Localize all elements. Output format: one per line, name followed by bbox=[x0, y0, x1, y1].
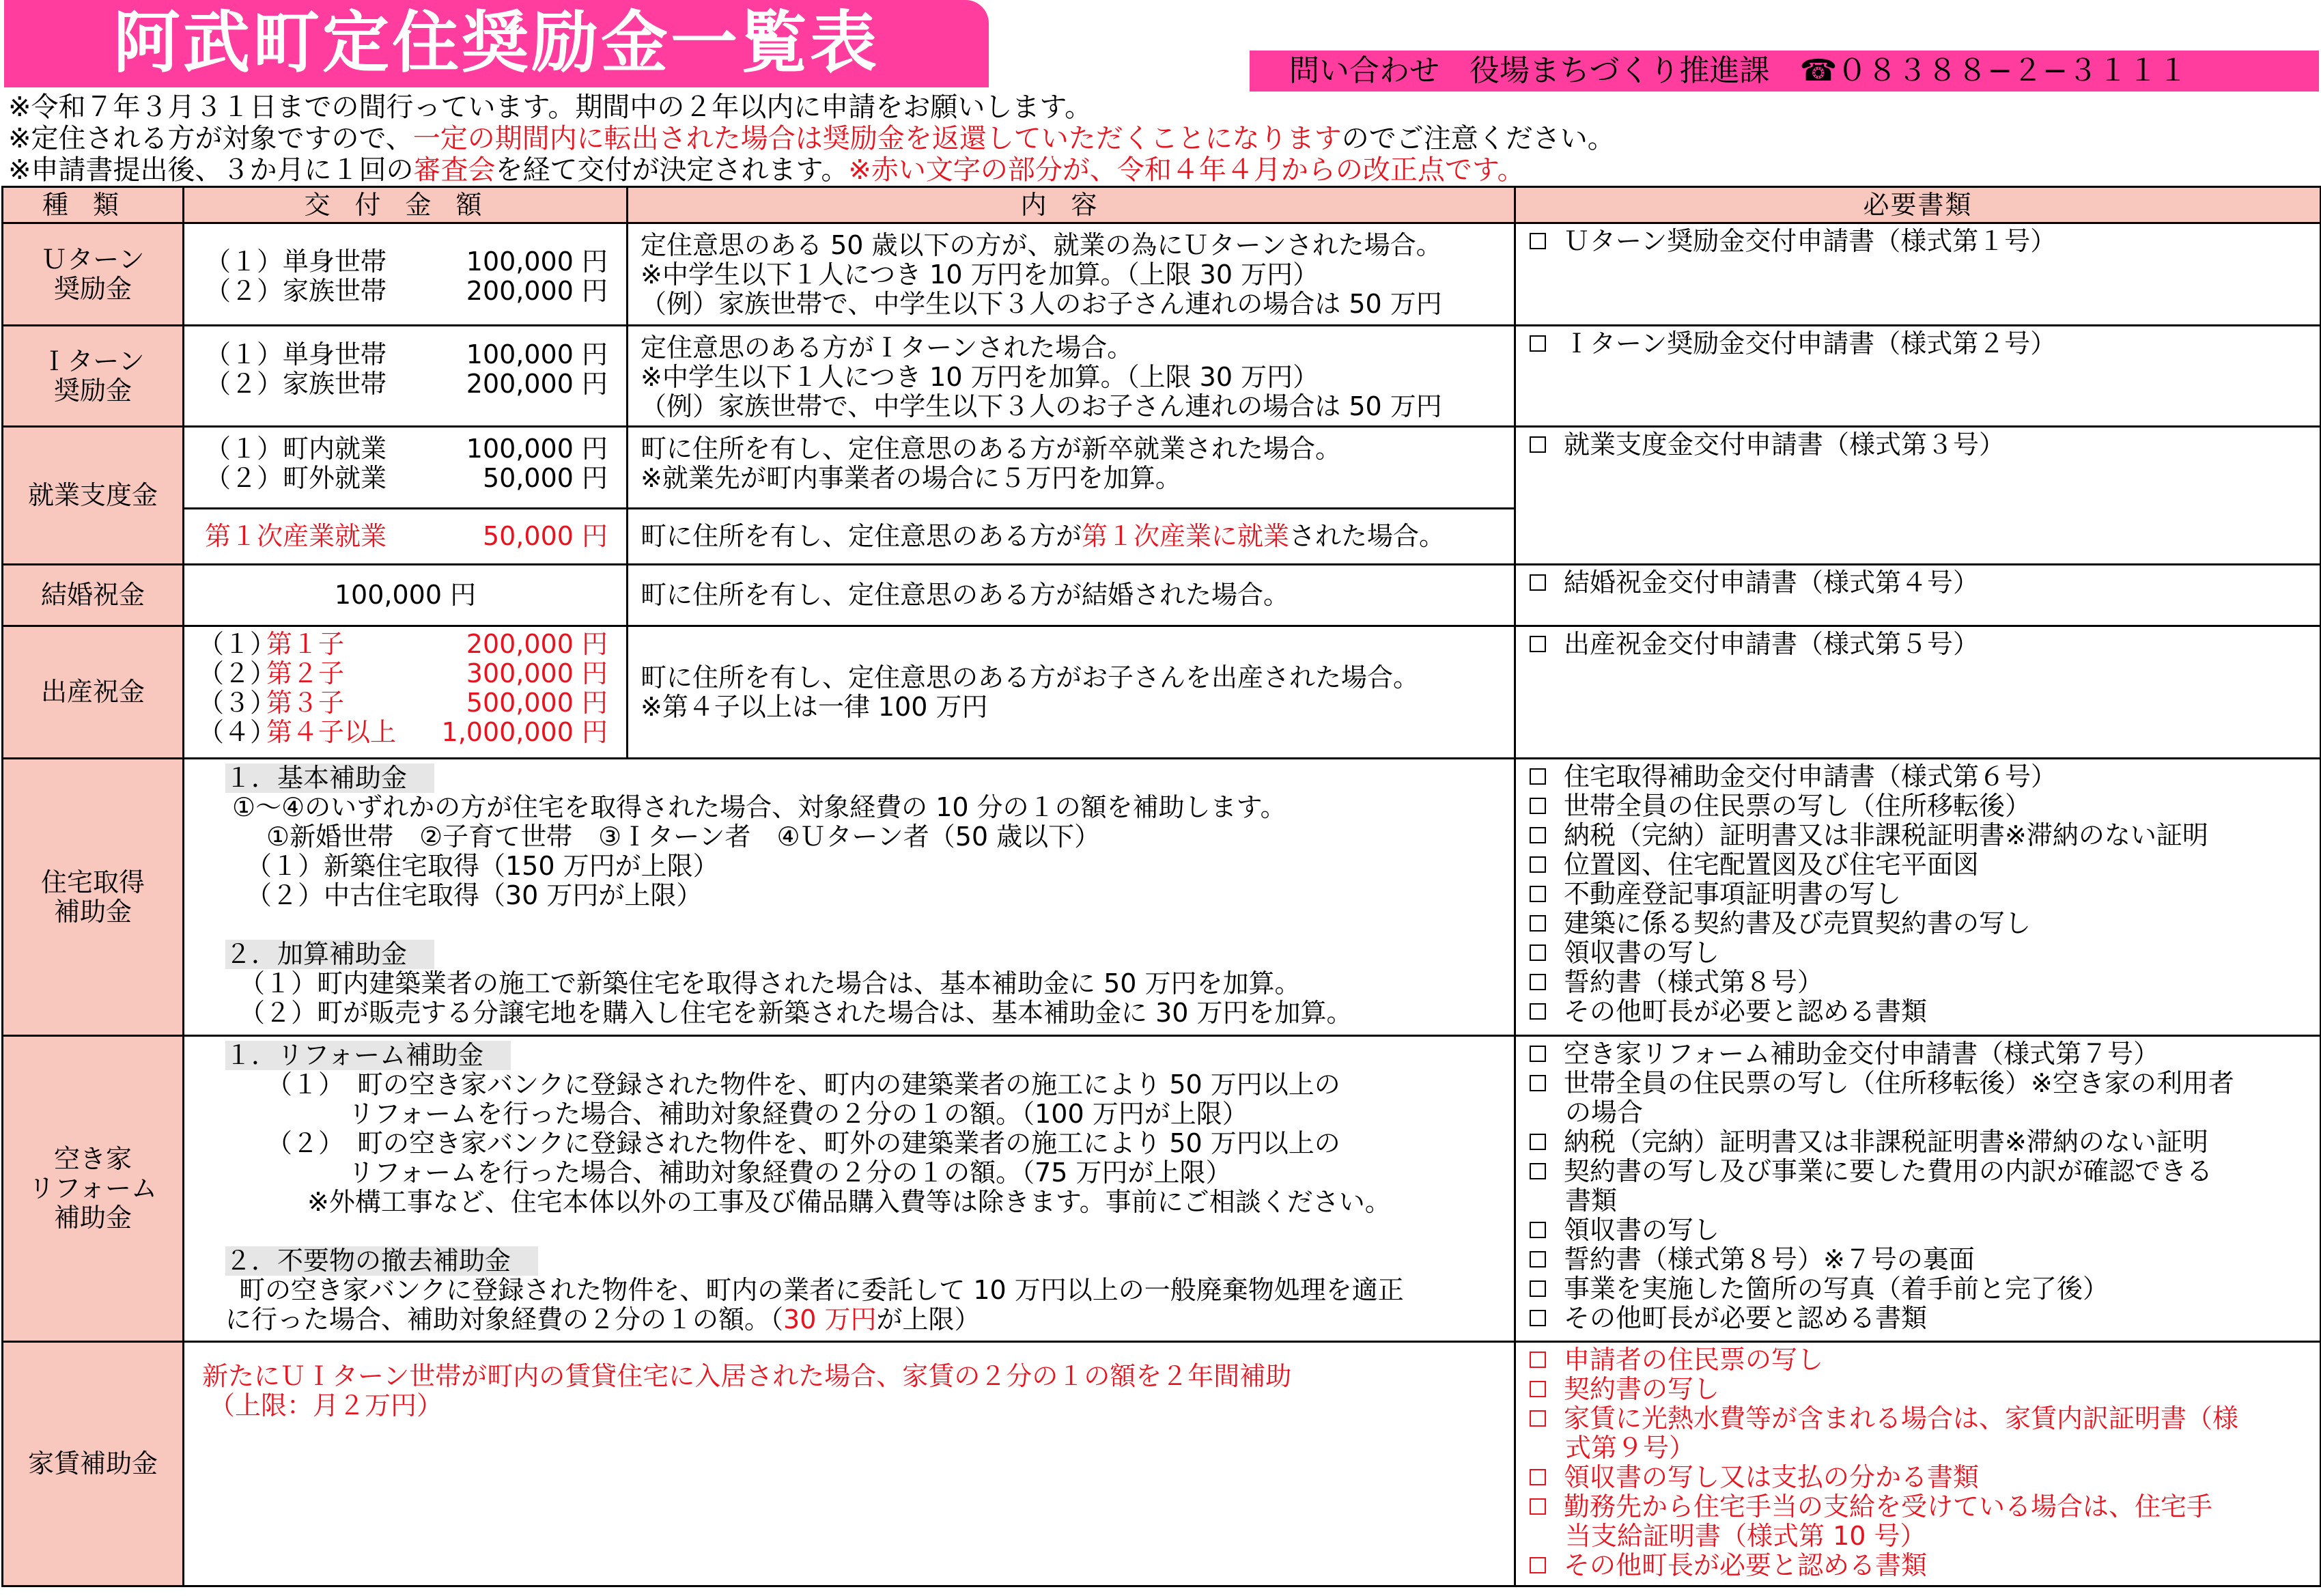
kind-cell: 家賃補助金 bbox=[3, 1342, 184, 1586]
notes bbox=[8, 92, 1615, 186]
docs-cell: 出産祝金交付申請書（様式第５号） bbox=[1515, 626, 2321, 759]
page-title: 阿武町定住奨励金一覧表 bbox=[113, 4, 880, 82]
docs-cell: 住宅取得補助金交付申請書（様式第６号） 世帯全員の住民票の写し（住所移転後） 納税（完納）証明書又は非課税証明書※滞納のない証明 位置図、住宅配置図及び住宅平面図 不動産登記事項証明書の写し 建築に係る契約書及び売買契約書の写し 領収書の写し 誓約書（様式第８号） その他町長が必要と認める書類 bbox=[1515, 759, 2321, 1036]
docs-cell: Ｉターン奨励金交付申請書（様式第２号） bbox=[1515, 326, 2321, 427]
content-cell: １．基本補助金 ①～④のいずれかの方が住宅を取得された場合、対象経費の 10 分の１の額を補助します。 ①新婚世帯 ②子育て世帯 ③Ｉターン者 ④Ｕターン者（50 歳以下） （１）新築住宅取得（150 万円が上限） （２）中古住宅取得（30 万円が上限） ２．加算補助金 （１）町内建築業者の施工で新築住宅を取得された場合は、基本補助金に 50 万円を加算。 （２）町が販売する分譲宅地を購入し住宅を新築された場合は、基本補助金に 30 万円を加算。 bbox=[184, 759, 1515, 1036]
content-cell: 町に住所を有し、定住意思のある方が第１次産業に就業された場合。 bbox=[628, 509, 1515, 565]
amount-cell: （１） 第１子 200,000 円 （２） 第２子 300,000 円 （３） 第３子 500,000 円 （４） 第４子以上 1,000,000 円 bbox=[184, 626, 628, 759]
checkbox-icon bbox=[1530, 827, 1546, 843]
checkbox-icon bbox=[1530, 233, 1546, 249]
checkbox-icon bbox=[1530, 1310, 1546, 1326]
docs-cell: 申請者の住民票の写し 契約書の写し 家賃に光熱水費等が含まれる場合は、家賃内訳証明書（様 式第９号） 領収書の写し又は支払の分かる書類 勤務先から住宅手当の支給を受けている場合は、住宅手 当支給証明書（様式第 10 号） その他町長が必要と認める書類 bbox=[1515, 1342, 2321, 1586]
amount-cell: （１）単身世帯 100,000 円 （２）家族世帯 200,000 円 bbox=[184, 223, 628, 326]
content-cell: １．リフォーム補助金 （１） 町の空き家バンクに登録された物件を、町内の建築業者の施工により 50 万円以上の リフォームを行った場合、補助対象経費の２分の１の額。（100 万円が上限） （２） 町の空き家バンクに登録された物件を、町外の建築業者の施工により 50 万円以上の リフォームを行った場合、補助対象経費の２分の１の額。（75 万円が上限） ※外構工事など、住宅本体以外の工事及び備品購入費等は除きます。事前にご相談ください。 ２．不要物の撤去補助金 町の空き家バンクに登録された物件を、町内の業者に委託して 10 万円以上の一般廃棄物処理を適正 に行った場合、補助対象経費の２分の１の額。（30 万円が上限） bbox=[184, 1036, 1515, 1342]
note-3: ※申請書提出後、３か月に１回の審査会を経て交付が決定されます。※赤い文字の部分が、令和４年４月からの改正点です。 bbox=[8, 154, 1525, 186]
checkbox-icon bbox=[1530, 1410, 1546, 1427]
checkbox-icon bbox=[1530, 856, 1546, 873]
amount-cell: 100,000 円 bbox=[184, 565, 628, 626]
table-row bbox=[3, 626, 2321, 759]
checkbox-icon bbox=[1530, 1046, 1546, 1062]
checkbox-icon bbox=[1530, 1557, 1546, 1573]
table-header-row bbox=[3, 187, 2321, 223]
header-kind: 種類 bbox=[3, 187, 184, 223]
checkbox-icon bbox=[1530, 1381, 1546, 1397]
checkbox-icon bbox=[1530, 436, 1546, 453]
kind-cell: Ｕターン 奨励金 bbox=[3, 223, 184, 326]
checkbox-icon bbox=[1530, 636, 1546, 652]
checkbox-icon bbox=[1530, 1498, 1546, 1515]
checkbox-icon bbox=[1530, 1352, 1546, 1368]
docs-cell: Ｕターン奨励金交付申請書（様式第１号） bbox=[1515, 223, 2321, 326]
table-row bbox=[3, 326, 2321, 427]
table-row bbox=[3, 1342, 2321, 1586]
kind-cell: 住宅取得 補助金 bbox=[3, 759, 184, 1036]
content-cell: 定住意思のある方がＩターンされた場合。 ※中学生以下１人につき 10 万円を加算。（上限 30 万円） （例）家族世帯で、中学生以下３人のお子さん連れの場合は 50 万円 bbox=[628, 326, 1515, 427]
kind-cell: 就業支度金 bbox=[3, 427, 184, 565]
checkbox-icon bbox=[1530, 1003, 1546, 1020]
amount-cell: （１）町内就業 100,000 円 （２）町外就業 50,000 円 bbox=[184, 427, 628, 509]
docs-cell: 空き家リフォーム補助金交付申請書（様式第７号） 世帯全員の住民票の写し（住所移転後）※空き家の利用者 の場合 納税（完納）証明書又は非課税証明書※滞納のない証明 契約書の写し及び事業に要した費用の内訳が確認できる 書類 領収書の写し 誓約書（様式第８号）※７号の裏面 事業を実施した箇所の写真（着手前と完了後） その他町長が必要と認める書類 bbox=[1515, 1036, 2321, 1342]
table-row bbox=[3, 565, 2321, 626]
checkbox-icon bbox=[1530, 1251, 1546, 1268]
table-row bbox=[3, 223, 2321, 326]
incentive-table bbox=[1, 186, 2321, 1587]
checkbox-icon bbox=[1530, 944, 1546, 961]
content-cell: 町に住所を有し、定住意思のある方がお子さんを出産された場合。 ※第４子以上は一律 100 万円 bbox=[628, 626, 1515, 759]
content-cell: 定住意思のある 50 歳以下の方が、就業の為にＵターンされた場合。 ※中学生以下１人につき 10 万円を加算。（上限 30 万円） （例）家族世帯で、中学生以下３人のお子さん連れの場合は 50 万円 bbox=[628, 223, 1515, 326]
table-row bbox=[3, 1036, 2321, 1342]
table-row bbox=[3, 759, 2321, 1036]
kind-cell: Ｉターン 奨励金 bbox=[3, 326, 184, 427]
checkbox-icon bbox=[1530, 1222, 1546, 1238]
checkbox-icon bbox=[1530, 974, 1546, 990]
kind-cell: 空き家 リフォーム 補助金 bbox=[3, 1036, 184, 1342]
checkbox-icon bbox=[1530, 574, 1546, 591]
header-docs: 必要書類 bbox=[1515, 187, 2321, 223]
checkbox-icon bbox=[1530, 915, 1546, 932]
kind-cell: 結婚祝金 bbox=[3, 565, 184, 626]
checkbox-icon bbox=[1530, 768, 1546, 785]
note-1: ※令和７年３月３１日までの間行っています。期間中の２年以内に申請をお願いします。 bbox=[8, 92, 1093, 123]
header-content: 内容 bbox=[628, 187, 1515, 223]
header-amount: 交付金額 bbox=[184, 187, 628, 223]
checkbox-icon bbox=[1530, 335, 1546, 352]
title-banner bbox=[4, 0, 989, 87]
amount-cell: （１）単身世帯 100,000 円 （２）家族世帯 200,000 円 bbox=[184, 326, 628, 427]
amount-cell: 第１次産業就業 50,000 円 bbox=[184, 509, 628, 565]
docs-cell: 就業支度金交付申請書（様式第３号） bbox=[1515, 427, 2321, 565]
checkbox-icon bbox=[1530, 798, 1546, 814]
checkbox-icon bbox=[1530, 1134, 1546, 1150]
contact-info: 問い合わせ 役場まちづくり推進課 ☎０８３８８−２−３１１１ bbox=[1250, 51, 2319, 92]
checkbox-icon bbox=[1530, 1075, 1546, 1091]
kind-cell: 出産祝金 bbox=[3, 626, 184, 759]
checkbox-icon bbox=[1530, 1469, 1546, 1485]
checkbox-icon bbox=[1530, 1280, 1546, 1297]
content-cell: 町に住所を有し、定住意思のある方が結婚された場合。 bbox=[628, 565, 1515, 626]
checkbox-icon bbox=[1530, 1163, 1546, 1179]
note-2: ※定住される方が対象ですので、一定の期間内に転出された場合は奨励金を返還していただくことになりますのでご注意ください。 bbox=[8, 123, 1615, 154]
checkbox-icon bbox=[1530, 886, 1546, 902]
content-cell: 町に住所を有し、定住意思のある方が新卒就業された場合。 ※就業先が町内事業者の場合に５万円を加算。 bbox=[628, 427, 1515, 509]
docs-cell: 結婚祝金交付申請書（様式第４号） bbox=[1515, 565, 2321, 626]
content-cell: 新たにＵＩターン世帯が町内の賃貸住宅に入居された場合、家賃の２分の１の額を２年間補助 （上限：月２万円） bbox=[184, 1342, 1515, 1586]
table-row bbox=[3, 427, 2321, 509]
